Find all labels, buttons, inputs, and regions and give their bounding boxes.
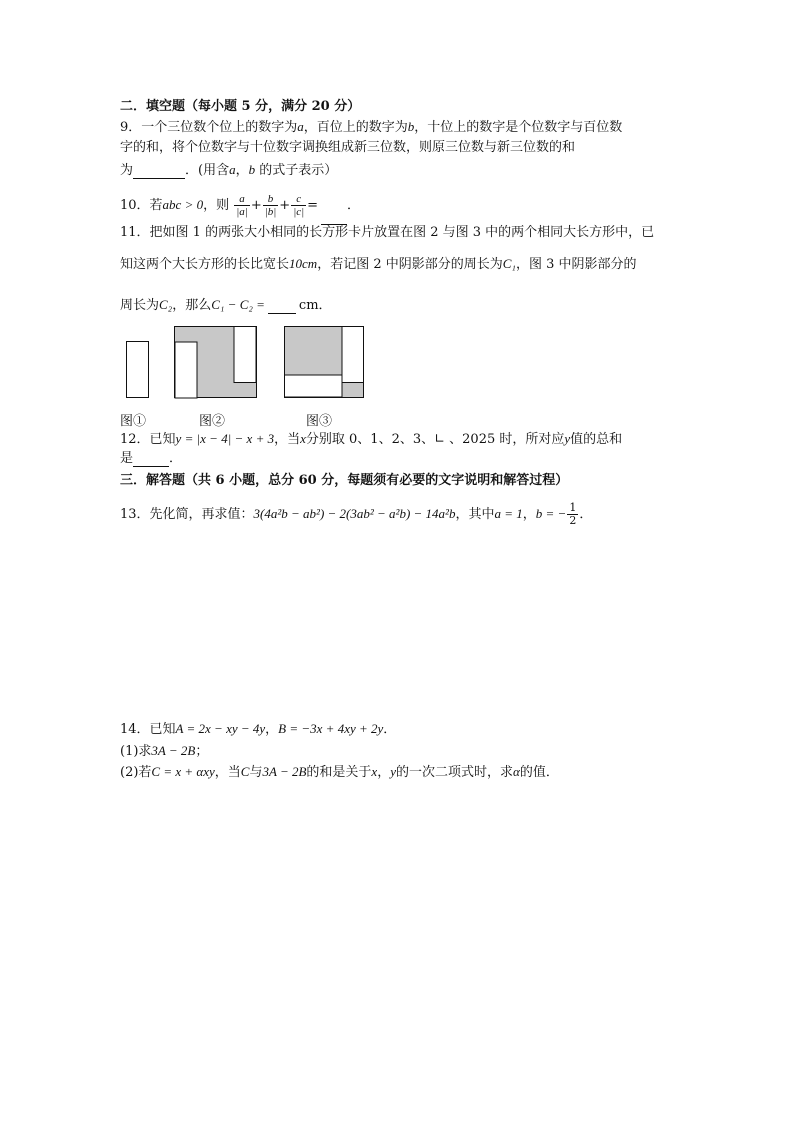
section-3-heading: 三．解答题（共 6 小题，总分 60 分，每题须有必要的文字说明和解答过程）	[120, 473, 569, 488]
card-vertical	[342, 327, 364, 383]
q14-stem: 14．已知A = 2x − xy − 4y，B = −3x + 4xy + 2y．	[120, 721, 397, 737]
q11-line2: 知这两个大长方形的长比宽长10cm，若记图 2 中阴影部分的周长为C₁，图 3 中阴影部分的	[120, 256, 637, 272]
q12-line2: 是 ．	[120, 451, 183, 466]
q9-line3: 为 ．(用含a，b 的式子表示）	[120, 162, 338, 178]
q13: 13．先化简，再求值：3(4a²b − ab²) − 2(3ab² − a²b) − 14a²b，其中a = 1，b = − $\frac{1}{2}$ ．	[120, 501, 593, 527]
q11-line3: 周长为C₂，那么C₁ − C₂ = cm．	[120, 297, 332, 313]
q10: 10．若abc > 0，则 $\frac{a}{|a|}$ + $\frac{b}{|b|}$ + $\frac{c}{|c|}$ = ．	[120, 186, 360, 224]
fraction: $\frac{1}{2}$	[569, 501, 577, 527]
section-2-heading: 二．填空题（每小题 5 分，满分 20 分）	[120, 99, 361, 114]
figure-2-diagram	[174, 326, 260, 399]
figure-3-label: 图③	[306, 414, 333, 429]
q14-part2: (2)若C = x + αxy，当C与3A − 2B的和是关于x，y的一次二项式时，求α的值．	[120, 764, 559, 780]
card-right	[234, 327, 256, 383]
answer-blank	[133, 454, 169, 467]
card-rectangle	[127, 342, 149, 398]
card-left	[175, 342, 197, 398]
q14-part1: (1)求3A − 2B；	[120, 743, 209, 759]
fraction: $\frac{a}{|a|}$	[236, 193, 248, 218]
figure-2-label: 图②	[199, 414, 226, 429]
answer-blank	[268, 301, 296, 314]
q11-line1: 11．把如图 1 的两张大小相同的长方形卡片放置在图 2 与图 3 中的两个相同大长方形中，已	[120, 225, 655, 240]
answer-blank	[133, 166, 185, 179]
figure-1-rectangle	[126, 341, 150, 399]
q12-line1: 12．已知y = |x − 4| − x + 3，当x分别取 0、1、2、3、∟ 、2025 时，所对应y值的总和	[120, 431, 623, 447]
q9-line2: 字的和，将个位数字与十位数字调换组成新三位数，则原三位数与新三位数的和	[120, 140, 576, 155]
fraction: $\frac{c}{|c|}$	[293, 193, 305, 218]
figure-3-diagram	[284, 326, 366, 399]
q9-line1: 9．一个三位数个位上的数字为a，百位上的数字为b，十位上的数字是个位数字与百位数	[120, 119, 623, 135]
fraction: $\frac{b}{|b|}$	[264, 193, 277, 218]
answer-blank	[321, 212, 347, 225]
figure-1-label: 图①	[120, 414, 147, 429]
card-horizontal	[285, 375, 343, 397]
